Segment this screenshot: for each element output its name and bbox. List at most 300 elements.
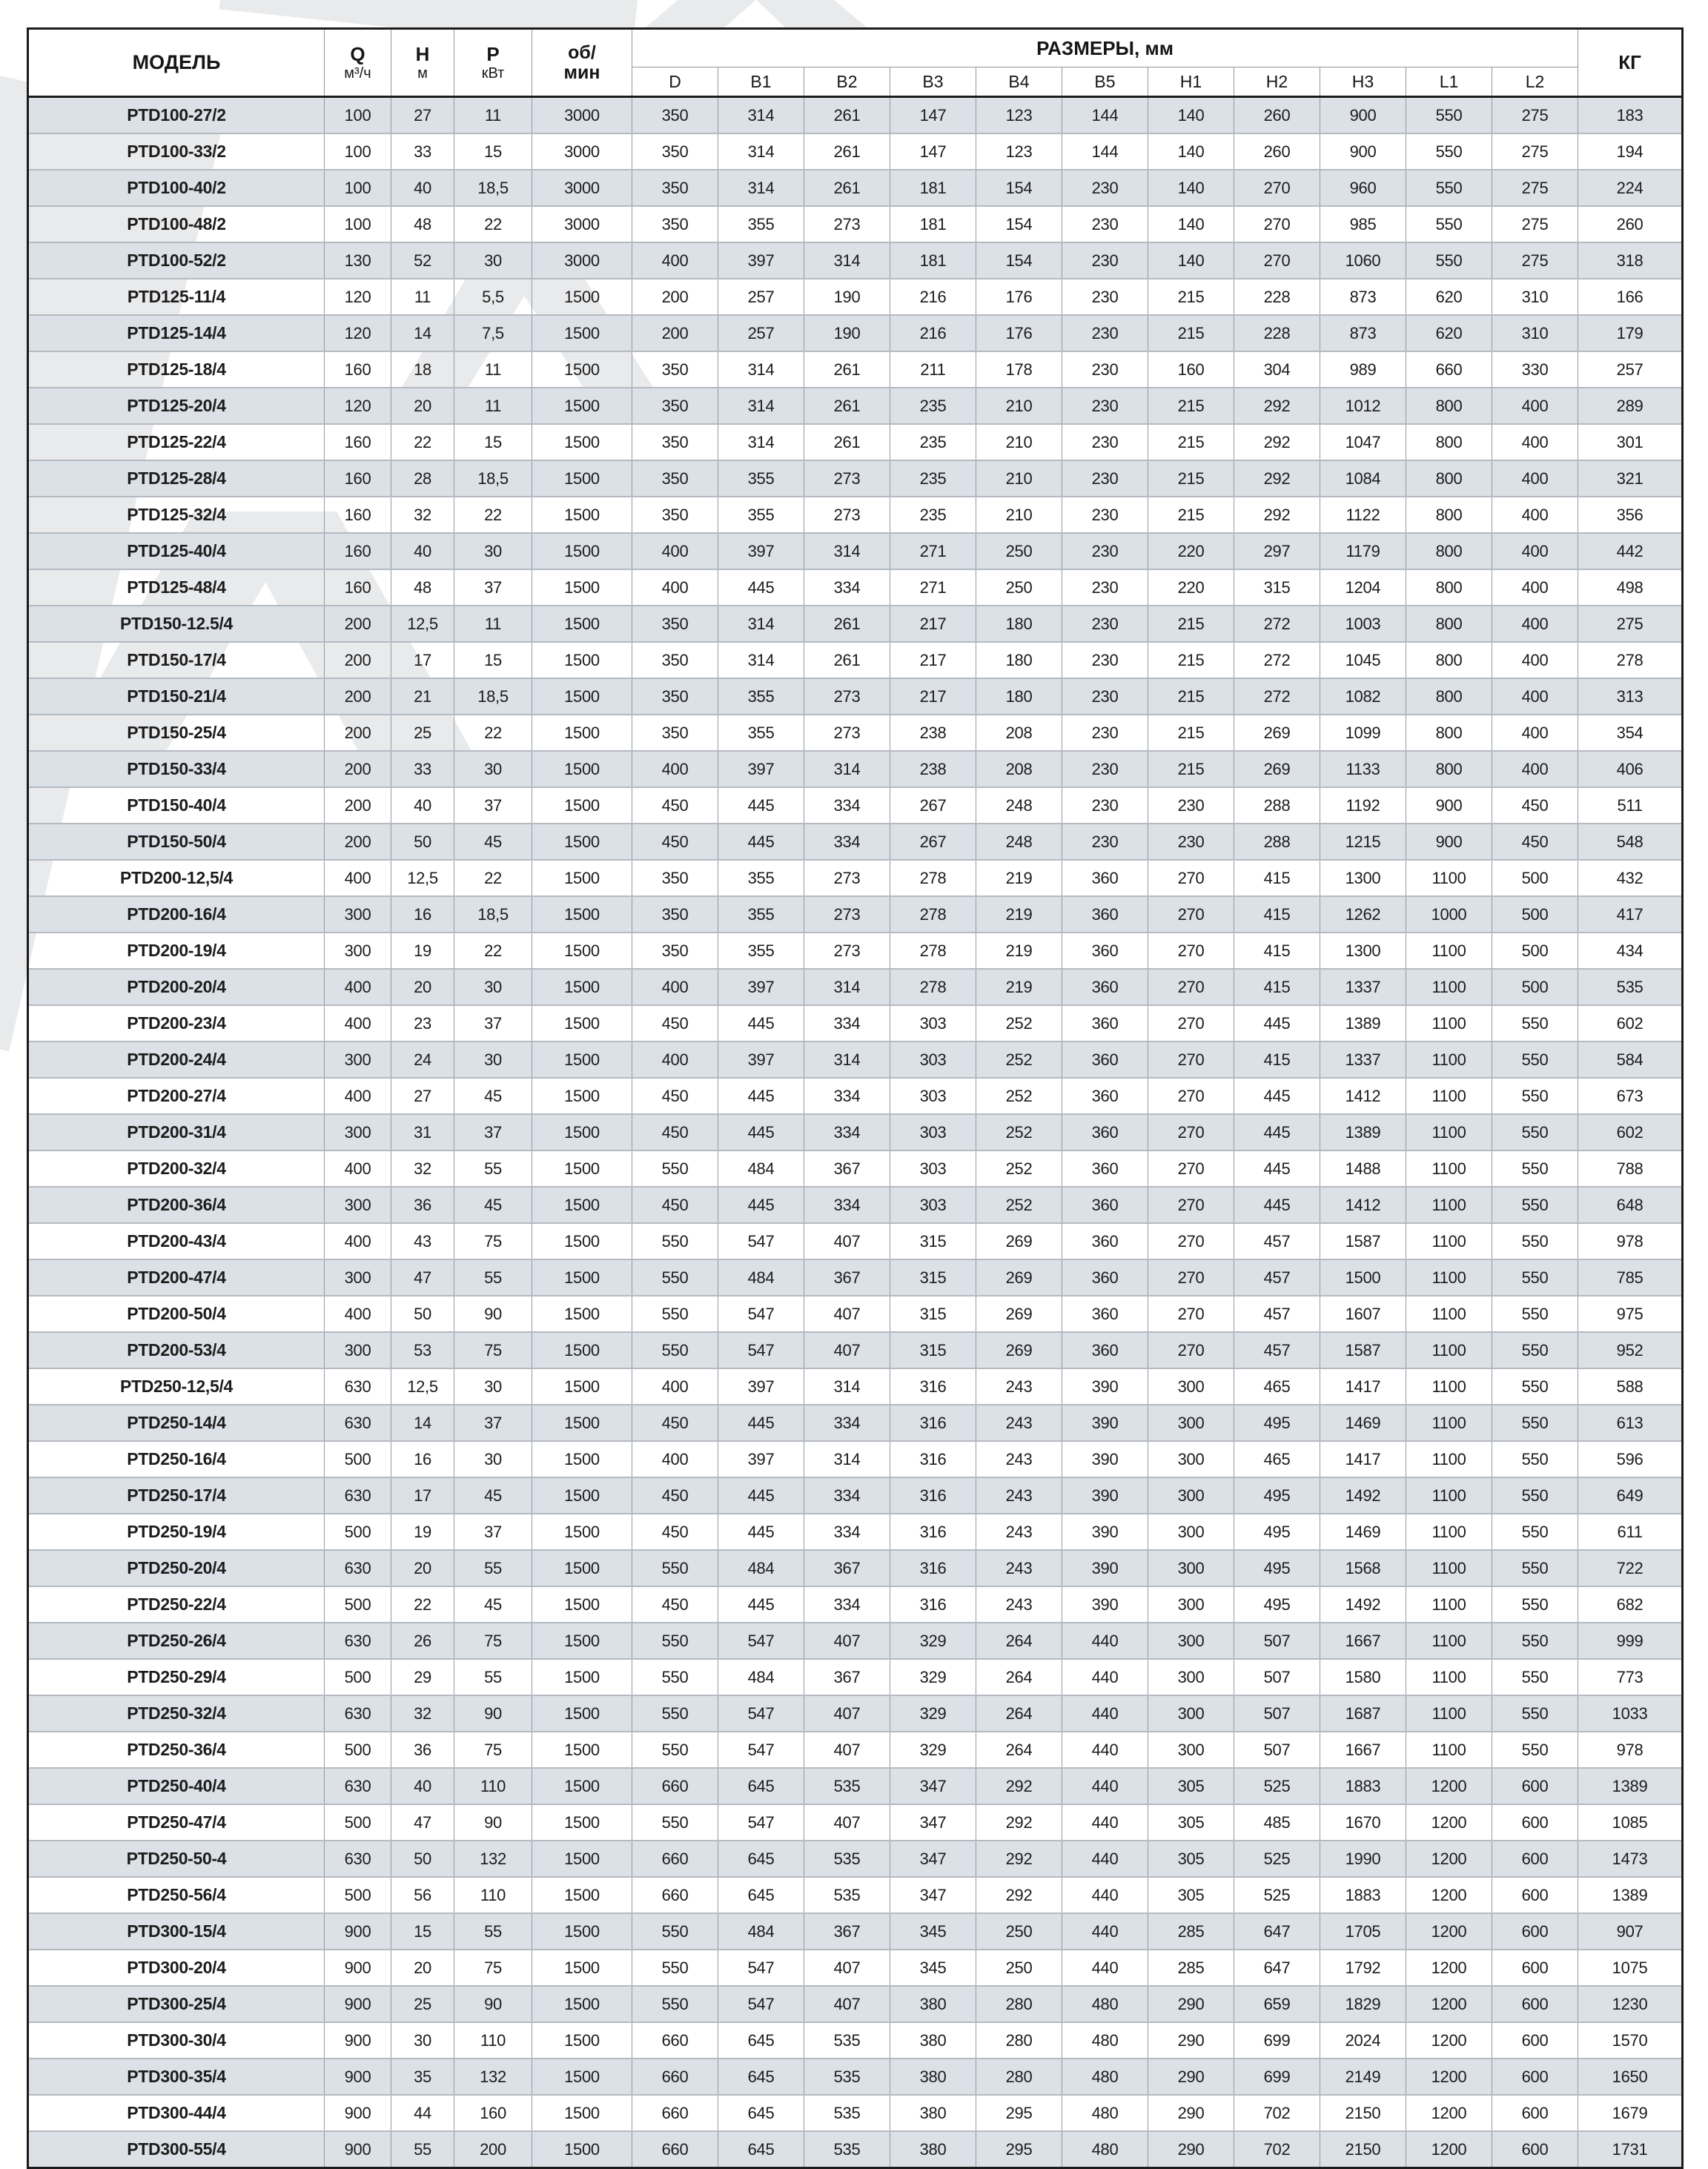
value-cell: 37 — [454, 1514, 532, 1550]
value-cell: 659 — [1234, 1986, 1320, 2022]
value-cell: 270 — [1148, 1223, 1234, 1259]
value-cell: 440 — [1062, 1913, 1148, 1950]
value-cell: 27 — [391, 1078, 454, 1114]
model-cell: PTD125-32/4 — [28, 497, 325, 533]
value-cell: 270 — [1148, 896, 1234, 933]
value-cell: 500 — [1492, 969, 1578, 1005]
size-col-header: L1 — [1406, 67, 1492, 97]
model-cell: PTD150-40/4 — [28, 787, 325, 824]
value-cell: 273 — [804, 933, 890, 969]
value-cell: 314 — [804, 533, 890, 569]
value-cell: 550 — [632, 1732, 718, 1768]
value-cell: 45 — [454, 1477, 532, 1514]
value-cell: 329 — [890, 1732, 976, 1768]
value-cell: 321 — [1578, 460, 1683, 497]
value-cell: 1200 — [1406, 2131, 1492, 2168]
value-cell: 176 — [976, 315, 1062, 351]
value-cell: 26 — [391, 1623, 454, 1659]
value-cell: 900 — [325, 2022, 391, 2059]
value-cell: 550 — [1492, 1550, 1578, 1586]
value-cell: 15 — [454, 133, 532, 170]
value-cell: 1500 — [532, 1078, 632, 1114]
value-cell: 3000 — [532, 133, 632, 170]
value-cell: 550 — [632, 1804, 718, 1841]
value-cell: 210 — [976, 497, 1062, 533]
value-cell: 535 — [804, 1877, 890, 1913]
value-cell: 900 — [325, 2095, 391, 2131]
value-cell: 300 — [325, 1114, 391, 1150]
value-cell: 1587 — [1320, 1223, 1406, 1259]
value-cell: 316 — [890, 1586, 976, 1623]
value-cell: 40 — [391, 533, 454, 569]
value-cell: 1337 — [1320, 1042, 1406, 1078]
value-cell: 445 — [1234, 1187, 1320, 1223]
table-row — [28, 2131, 1683, 2168]
value-cell: 1500 — [532, 969, 632, 1005]
value-cell: 11 — [454, 351, 532, 388]
value-cell: 1687 — [1320, 1695, 1406, 1732]
value-cell: 900 — [325, 1913, 391, 1950]
value-cell: 1100 — [1406, 1296, 1492, 1332]
value-cell: 380 — [890, 2059, 976, 2095]
table-row — [28, 787, 1683, 824]
value-cell: 397 — [718, 1042, 804, 1078]
value-cell: 271 — [890, 569, 976, 606]
value-cell: 215 — [1148, 388, 1234, 424]
value-cell: 132 — [454, 2059, 532, 2095]
value-cell: 3000 — [532, 97, 632, 134]
value-cell: 1792 — [1320, 1950, 1406, 1986]
value-cell: 367 — [804, 1150, 890, 1187]
table-row — [28, 678, 1683, 715]
value-cell: 407 — [804, 1986, 890, 2022]
value-cell: 278 — [1578, 642, 1683, 678]
value-cell: 648 — [1578, 1187, 1683, 1223]
value-cell: 550 — [632, 1950, 718, 1986]
value-cell: 123 — [976, 133, 1062, 170]
value-cell: 228 — [1234, 279, 1320, 315]
value-cell: 261 — [804, 642, 890, 678]
value-cell: 600 — [1492, 1913, 1578, 1950]
value-cell: 270 — [1148, 1078, 1234, 1114]
value-cell: 400 — [632, 1441, 718, 1477]
value-cell: 2149 — [1320, 2059, 1406, 2095]
model-cell: PTD125-40/4 — [28, 533, 325, 569]
value-cell: 1500 — [532, 1986, 632, 2022]
value-cell: 33 — [391, 133, 454, 170]
value-cell: 334 — [804, 1405, 890, 1441]
value-cell: 1100 — [1406, 1259, 1492, 1296]
value-cell: 367 — [804, 1913, 890, 1950]
value-cell: 228 — [1234, 315, 1320, 351]
value-cell: 400 — [632, 242, 718, 279]
value-cell: 273 — [804, 206, 890, 242]
value-cell: 314 — [804, 969, 890, 1005]
value-cell: 329 — [890, 1695, 976, 1732]
value-cell: 140 — [1148, 97, 1234, 134]
value-cell: 1500 — [532, 1950, 632, 1986]
value-cell: 400 — [1492, 424, 1578, 460]
value-cell: 390 — [1062, 1514, 1148, 1550]
value-cell: 14 — [391, 1405, 454, 1441]
value-cell: 272 — [1234, 678, 1320, 715]
value-cell: 270 — [1148, 1296, 1234, 1332]
value-cell: 292 — [976, 1804, 1062, 1841]
value-cell: 1500 — [532, 1296, 632, 1332]
value-cell: 682 — [1578, 1586, 1683, 1623]
value-cell: 407 — [804, 1950, 890, 1986]
value-cell: 303 — [890, 1042, 976, 1078]
value-cell: 1215 — [1320, 824, 1406, 860]
table-row — [28, 1986, 1683, 2022]
value-cell: 445 — [718, 1005, 804, 1042]
value-cell: 400 — [325, 1078, 391, 1114]
value-cell: 47 — [391, 1259, 454, 1296]
value-cell: 110 — [454, 2022, 532, 2059]
value-cell: 400 — [632, 533, 718, 569]
value-cell: 550 — [1492, 1187, 1578, 1223]
value-cell: 400 — [1492, 642, 1578, 678]
value-cell: 304 — [1234, 351, 1320, 388]
value-cell: 300 — [325, 1332, 391, 1368]
value-cell: 465 — [1234, 1368, 1320, 1405]
value-cell: 495 — [1234, 1550, 1320, 1586]
value-cell: 15 — [454, 424, 532, 460]
value-cell: 450 — [1492, 824, 1578, 860]
power-label: Р — [486, 42, 500, 65]
value-cell: 37 — [454, 569, 532, 606]
value-cell: 12,5 — [391, 1368, 454, 1405]
value-cell: 314 — [804, 1368, 890, 1405]
value-cell: 507 — [1234, 1623, 1320, 1659]
value-cell: 1100 — [1406, 1441, 1492, 1477]
model-cell: PTD150-25/4 — [28, 715, 325, 751]
value-cell: 29 — [391, 1659, 454, 1695]
value-cell: 525 — [1234, 1841, 1320, 1877]
value-cell: 1060 — [1320, 242, 1406, 279]
value-cell: 160 — [325, 497, 391, 533]
value-cell: 334 — [804, 569, 890, 606]
table-row — [28, 1877, 1683, 1913]
value-cell: 334 — [804, 1477, 890, 1514]
value-cell: 260 — [1578, 206, 1683, 242]
value-cell: 18 — [391, 351, 454, 388]
value-cell: 261 — [804, 97, 890, 134]
value-cell: 600 — [1492, 2095, 1578, 2131]
value-cell: 600 — [1492, 1877, 1578, 1913]
value-cell: 315 — [1234, 569, 1320, 606]
value-cell: 230 — [1062, 388, 1148, 424]
value-cell: 445 — [718, 824, 804, 860]
value-cell: 270 — [1234, 170, 1320, 206]
value-cell: 230 — [1062, 751, 1148, 787]
value-cell: 350 — [632, 678, 718, 715]
value-cell: 1082 — [1320, 678, 1406, 715]
value-cell: 1100 — [1406, 1550, 1492, 1586]
value-cell: 960 — [1320, 170, 1406, 206]
model-cell: PTD125-20/4 — [28, 388, 325, 424]
value-cell: 19 — [391, 933, 454, 969]
value-cell: 645 — [718, 1768, 804, 1804]
value-cell: 480 — [1062, 2095, 1148, 2131]
value-cell: 75 — [454, 1332, 532, 1368]
table-row — [28, 1078, 1683, 1114]
value-cell: 400 — [325, 860, 391, 896]
value-cell: 484 — [718, 1550, 804, 1586]
model-cell: PTD200-32/4 — [28, 1150, 325, 1187]
value-cell: 16 — [391, 896, 454, 933]
value-cell: 160 — [325, 424, 391, 460]
value-cell: 315 — [890, 1223, 976, 1259]
value-cell: 500 — [1492, 896, 1578, 933]
value-cell: 350 — [632, 606, 718, 642]
value-cell: 645 — [718, 1841, 804, 1877]
value-cell: 24 — [391, 1042, 454, 1078]
value-cell: 110 — [454, 1768, 532, 1804]
model-cell: PTD300-55/4 — [28, 2131, 325, 2168]
model-cell: PTD150-17/4 — [28, 642, 325, 678]
value-cell: 264 — [976, 1732, 1062, 1768]
model-cell: PTD100-40/2 — [28, 170, 325, 206]
model-cell: PTD250-22/4 — [28, 1586, 325, 1623]
value-cell: 238 — [890, 751, 976, 787]
value-cell: 347 — [890, 1804, 976, 1841]
value-cell: 292 — [1234, 388, 1320, 424]
table-row — [28, 1150, 1683, 1187]
value-cell: 630 — [325, 1368, 391, 1405]
value-cell: 53 — [391, 1332, 454, 1368]
value-cell: 1607 — [1320, 1296, 1406, 1332]
value-cell: 500 — [325, 1804, 391, 1841]
table-row — [28, 969, 1683, 1005]
value-cell: 550 — [632, 1150, 718, 1187]
value-cell: 1100 — [1406, 1514, 1492, 1550]
value-cell: 334 — [804, 1005, 890, 1042]
value-cell: 314 — [804, 242, 890, 279]
value-cell: 660 — [632, 2059, 718, 2095]
value-cell: 660 — [632, 1877, 718, 1913]
value-cell: 30 — [454, 1368, 532, 1405]
value-cell: 75 — [454, 1623, 532, 1659]
value-cell: 100 — [325, 206, 391, 242]
value-cell: 278 — [890, 896, 976, 933]
value-cell: 380 — [890, 2095, 976, 2131]
value-cell: 260 — [1234, 133, 1320, 170]
value-cell: 550 — [1492, 1659, 1578, 1695]
value-cell: 290 — [1148, 2131, 1234, 2168]
value-cell: 415 — [1234, 896, 1320, 933]
value-cell: 22 — [391, 424, 454, 460]
value-cell: 550 — [1406, 170, 1492, 206]
value-cell: 1500 — [532, 1005, 632, 1042]
value-cell: 160 — [454, 2095, 532, 2131]
value-cell: 300 — [325, 896, 391, 933]
value-cell: 3000 — [532, 242, 632, 279]
value-cell: 176 — [976, 279, 1062, 315]
value-cell: 275 — [1492, 97, 1578, 134]
value-cell: 20 — [391, 1550, 454, 1586]
value-cell: 305 — [1148, 1877, 1234, 1913]
table-row — [28, 388, 1683, 424]
value-cell: 1500 — [532, 1332, 632, 1368]
value-cell: 800 — [1406, 424, 1492, 460]
value-cell: 450 — [1492, 787, 1578, 824]
value-cell: 288 — [1234, 787, 1320, 824]
value-cell: 415 — [1234, 969, 1320, 1005]
value-cell: 450 — [632, 1514, 718, 1550]
value-cell: 230 — [1062, 170, 1148, 206]
value-cell: 445 — [718, 1405, 804, 1441]
value-cell: 238 — [890, 715, 976, 751]
value-cell: 600 — [1492, 2022, 1578, 2059]
value-cell: 1200 — [1406, 1768, 1492, 1804]
table-row — [28, 1695, 1683, 1732]
value-cell: 415 — [1234, 1042, 1320, 1078]
value-cell: 1500 — [532, 2022, 632, 2059]
value-cell: 219 — [976, 860, 1062, 896]
value-cell: 250 — [976, 569, 1062, 606]
table-row — [28, 1114, 1683, 1150]
value-cell: 270 — [1148, 1114, 1234, 1150]
value-cell: 407 — [804, 1223, 890, 1259]
value-cell: 673 — [1578, 1078, 1683, 1114]
value-cell: 630 — [325, 1768, 391, 1804]
value-cell: 35 — [391, 2059, 454, 2095]
value-cell: 1492 — [1320, 1586, 1406, 1623]
value-cell: 550 — [1406, 206, 1492, 242]
value-cell: 647 — [1234, 1950, 1320, 1986]
value-cell: 180 — [976, 606, 1062, 642]
value-cell: 316 — [890, 1550, 976, 1586]
value-cell: 292 — [976, 1877, 1062, 1913]
value-cell: 495 — [1234, 1586, 1320, 1623]
table-row — [28, 1732, 1683, 1768]
value-cell: 290 — [1148, 1986, 1234, 2022]
value-cell: 350 — [632, 97, 718, 134]
table-row — [28, 1296, 1683, 1332]
value-cell: 900 — [1320, 97, 1406, 134]
value-cell: 194 — [1578, 133, 1683, 170]
value-cell: 588 — [1578, 1368, 1683, 1405]
value-cell: 257 — [1578, 351, 1683, 388]
value-cell: 37 — [454, 1405, 532, 1441]
value-cell: 440 — [1062, 1877, 1148, 1913]
value-cell: 548 — [1578, 824, 1683, 860]
value-cell: 230 — [1062, 824, 1148, 860]
value-cell: 347 — [890, 1768, 976, 1804]
value-cell: 269 — [976, 1259, 1062, 1296]
value-cell: 360 — [1062, 1150, 1148, 1187]
value-cell: 248 — [976, 824, 1062, 860]
value-cell: 270 — [1148, 1150, 1234, 1187]
value-cell: 445 — [718, 787, 804, 824]
value-cell: 166 — [1578, 279, 1683, 315]
value-cell: 25 — [391, 1986, 454, 2022]
value-cell: 1500 — [532, 1586, 632, 1623]
value-cell: 1570 — [1578, 2022, 1683, 2059]
value-cell: 215 — [1148, 751, 1234, 787]
value-cell: 978 — [1578, 1223, 1683, 1259]
value-cell: 596 — [1578, 1441, 1683, 1477]
value-cell: 303 — [890, 1114, 976, 1150]
value-cell: 1500 — [532, 460, 632, 497]
rpm-line1: об/ — [568, 42, 596, 63]
value-cell: 355 — [718, 497, 804, 533]
value-cell: 600 — [1492, 1986, 1578, 2022]
value-cell: 2024 — [1320, 2022, 1406, 2059]
value-cell: 550 — [1492, 1732, 1578, 1768]
value-cell: 350 — [632, 388, 718, 424]
value-cell: 500 — [325, 1659, 391, 1695]
value-cell: 215 — [1148, 642, 1234, 678]
value-cell: 773 — [1578, 1659, 1683, 1695]
value-cell: 1667 — [1320, 1623, 1406, 1659]
model-cell: PTD250-17/4 — [28, 1477, 325, 1514]
table-row — [28, 1368, 1683, 1405]
model-cell: PTD300-25/4 — [28, 1986, 325, 2022]
value-cell: 350 — [632, 860, 718, 896]
value-cell: 200 — [632, 279, 718, 315]
value-cell: 350 — [632, 896, 718, 933]
value-cell: 270 — [1148, 1187, 1234, 1223]
table-row — [28, 1804, 1683, 1841]
value-cell: 498 — [1578, 569, 1683, 606]
value-cell: 314 — [718, 133, 804, 170]
value-cell: 11 — [391, 279, 454, 315]
value-cell: 30 — [454, 969, 532, 1005]
value-cell: 1500 — [532, 824, 632, 860]
value-cell: 15 — [454, 642, 532, 678]
value-cell: 1500 — [532, 1259, 632, 1296]
value-cell: 160 — [325, 533, 391, 569]
value-cell: 252 — [976, 1150, 1062, 1187]
value-cell: 11 — [454, 388, 532, 424]
value-cell: 547 — [718, 1223, 804, 1259]
model-cell: PTD200-27/4 — [28, 1078, 325, 1114]
value-cell: 1100 — [1406, 1623, 1492, 1659]
value-cell: 147 — [890, 133, 976, 170]
model-cell: PTD125-28/4 — [28, 460, 325, 497]
value-cell: 350 — [632, 933, 718, 969]
value-cell: 289 — [1578, 388, 1683, 424]
value-cell: 1469 — [1320, 1405, 1406, 1441]
table-row — [28, 460, 1683, 497]
value-cell: 261 — [804, 351, 890, 388]
value-cell: 457 — [1234, 1332, 1320, 1368]
value-cell: 1337 — [1320, 969, 1406, 1005]
value-cell: 350 — [632, 206, 718, 242]
value-cell: 269 — [976, 1223, 1062, 1259]
value-cell: 314 — [718, 642, 804, 678]
value-cell: 600 — [1492, 1768, 1578, 1804]
table-row — [28, 1659, 1683, 1695]
value-cell: 400 — [632, 751, 718, 787]
value-cell: 290 — [1148, 2095, 1234, 2131]
value-cell: 1000 — [1406, 896, 1492, 933]
table-row — [28, 351, 1683, 388]
value-cell: 22 — [454, 860, 532, 896]
value-cell: 235 — [890, 388, 976, 424]
value-cell: 55 — [454, 1550, 532, 1586]
value-cell: 12,5 — [391, 860, 454, 896]
size-col-header: L2 — [1492, 67, 1578, 97]
value-cell: 20 — [391, 388, 454, 424]
table-row — [28, 824, 1683, 860]
value-cell: 390 — [1062, 1405, 1148, 1441]
value-cell: 1100 — [1406, 1695, 1492, 1732]
value-cell: 584 — [1578, 1042, 1683, 1078]
value-cell: 215 — [1148, 678, 1234, 715]
